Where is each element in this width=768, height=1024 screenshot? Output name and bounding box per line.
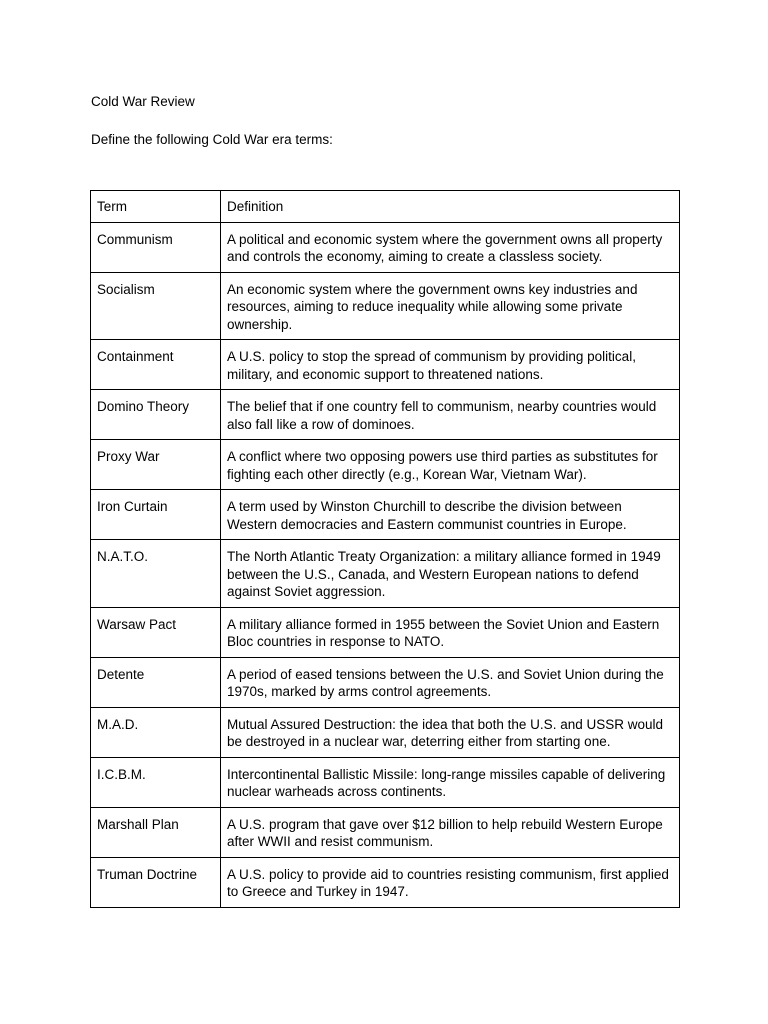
table-row [91,807,680,857]
table-row [91,490,680,540]
term-cell: I.C.B.M. [91,757,221,807]
table-row [91,707,680,757]
term-cell: Domino Theory [91,390,221,440]
table-row [91,272,680,340]
table-row [91,390,680,440]
term-cell: Communism [91,222,221,272]
definition-column-header: Definition [221,191,680,223]
definition-cell: A conflict where two opposing powers use third parties as substitutes for fighting each other directly (e.g., Korean War, Vietnam War). [221,440,680,490]
definition-cell: Intercontinental Ballistic Missile: long-range missiles capable of delivering nuclear warheads across continents. [221,757,680,807]
table-row [91,857,680,907]
definition-cell: A military alliance formed in 1955 between the Soviet Union and Eastern Bloc countries in response to NATO. [221,607,680,657]
table-header-row [91,191,680,223]
table-row [91,757,680,807]
term-column-header: Term [91,191,221,223]
term-cell: Detente [91,657,221,707]
term-cell: Truman Doctrine [91,857,221,907]
definition-cell: The belief that if one country fell to communism, nearby countries would also fall like a row of dominoes. [221,390,680,440]
terms-table [90,190,680,908]
term-cell: Iron Curtain [91,490,221,540]
definition-cell: A U.S. policy to provide aid to countries resisting communism, first applied to Greece and Turkey in 1947. [221,857,680,907]
table-row [91,440,680,490]
table-row [91,222,680,272]
definition-cell: A U.S. program that gave over $12 billion to help rebuild Western Europe after WWII and resist communism. [221,807,680,857]
definition-cell: Mutual Assured Destruction: the idea that both the U.S. and USSR would be destroyed in a nuclear war, deterring either from starting one. [221,707,680,757]
term-cell: Socialism [91,272,221,340]
page-title: Cold War Review [91,94,195,109]
definition-cell: An economic system where the government owns key industries and resources, aiming to reduce inequality while allowing some private ownership. [221,272,680,340]
term-cell: Warsaw Pact [91,607,221,657]
table-row [91,657,680,707]
definition-cell: The North Atlantic Treaty Organization: a military alliance formed in 1949 between the U.S., Canada, and Western European nations to defend against Soviet aggression. [221,540,680,608]
definition-cell: A term used by Winston Churchill to describe the division between Western democracies and Eastern communist countries in Europe. [221,490,680,540]
definition-cell: A period of eased tensions between the U.S. and Soviet Union during the 1970s, marked by arms control agreements. [221,657,680,707]
definition-cell: A political and economic system where the government owns all property and controls the economy, aiming to create a classless society. [221,222,680,272]
term-cell: N.A.T.O. [91,540,221,608]
term-cell: Proxy War [91,440,221,490]
term-cell: M.A.D. [91,707,221,757]
table-row [91,340,680,390]
instructions-text: Define the following Cold War era terms: [91,132,333,147]
term-cell: Containment [91,340,221,390]
definition-cell: A U.S. policy to stop the spread of communism by providing political, military, and economic support to threatened nations. [221,340,680,390]
table-row [91,540,680,608]
table-row [91,607,680,657]
term-cell: Marshall Plan [91,807,221,857]
